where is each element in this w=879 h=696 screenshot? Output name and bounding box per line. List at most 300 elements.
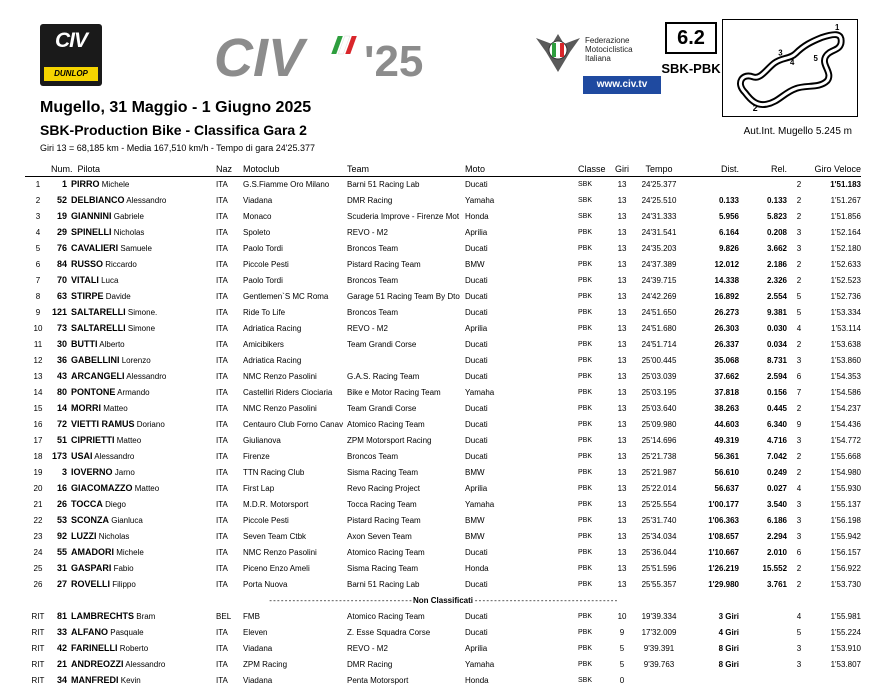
time-cell: 24'51.680 <box>641 323 677 333</box>
rider-firstname: Riccardo <box>105 260 137 269</box>
gap-prev-cell: 2.010 <box>766 547 788 557</box>
best-lap-time-cell: 1'52.633 <box>830 259 862 269</box>
rider-firstname: Simone <box>127 324 156 333</box>
laps-cell: 13 <box>617 467 627 477</box>
team-cell: Barni 51 Racing Lab <box>347 179 420 189</box>
nationality-cell: ITA <box>216 451 228 461</box>
best-lap-time-cell: 1'53.730 <box>830 579 862 589</box>
nationality-cell: ITA <box>216 323 228 333</box>
team-cell: Broncos Team <box>347 275 399 285</box>
gap-first-cell: 1'06.363 <box>708 515 740 525</box>
number-cell: 16 <box>56 483 67 493</box>
class-cell: PBK <box>578 468 593 476</box>
class-cell: PBK <box>578 276 593 284</box>
class-cell: PBK <box>578 244 593 252</box>
best-lap-time-cell: 1'54.237 <box>830 403 862 413</box>
number-cell: 29 <box>56 227 67 237</box>
gap-prev-cell: 3.662 <box>766 243 788 253</box>
table-row <box>25 352 861 368</box>
laps-cell: 5 <box>619 643 625 653</box>
best-lap-time-cell: 1'55.137 <box>830 499 862 509</box>
nationality-cell: ITA <box>216 419 228 429</box>
laps-cell: 13 <box>617 227 627 237</box>
rider-name-cell <box>71 544 216 560</box>
moto-cell: Ducati <box>465 339 488 349</box>
best-lap-time-cell: 1'55.224 <box>830 627 862 637</box>
table-row <box>25 288 861 304</box>
moto-cell: Ducati <box>465 307 488 317</box>
website-link[interactable]: www.civ.tv <box>583 76 661 94</box>
motoclub-cell: Ride To Life <box>243 307 286 317</box>
number-cell: 80 <box>56 387 67 397</box>
time-cell: 24'35.203 <box>641 243 677 253</box>
motoclub-cell: FMB <box>243 611 260 621</box>
team-cell: Bike e Motor Racing Team <box>347 387 441 397</box>
title-year-text: '25 <box>364 37 424 82</box>
motoclub-cell: TTN Racing Club <box>243 467 305 477</box>
gap-first-cell <box>685 672 739 688</box>
rider-lastname: ROVELLI <box>71 579 111 589</box>
rider-firstname: Michele <box>116 548 144 557</box>
best-lap-number-cell: 3 <box>796 435 802 445</box>
track-label-2: 2 <box>752 103 758 114</box>
table-row <box>25 448 861 464</box>
motoclub-cell: First Lap <box>243 483 275 493</box>
motoclub-cell: Piccole Pesti <box>243 259 289 269</box>
rider-name-cell <box>71 384 216 400</box>
class-cell: SBK <box>578 180 593 188</box>
table-row <box>25 640 861 656</box>
gap-prev-cell: 8.731 <box>766 355 788 365</box>
class-cell: PBK <box>578 308 593 316</box>
rider-name-cell <box>71 640 216 656</box>
col-team: Team <box>347 163 370 174</box>
motoclub-cell: ZPM Racing <box>243 659 288 669</box>
best-lap-time-cell: 1'51.856 <box>830 211 862 221</box>
class-cell: PBK <box>578 612 593 620</box>
table-row <box>25 480 861 496</box>
class-cell: PBK <box>578 404 593 412</box>
number-cell: 27 <box>56 579 67 589</box>
rider-name-cell <box>71 656 216 672</box>
race-info: Giri 13 = 68,185 km - Media 167,510 km/h - Tempo di gara 24'25.377 <box>40 143 315 153</box>
circuit-label: Aut.Int. Mugello 5.245 m <box>743 126 852 137</box>
table-row <box>25 176 861 192</box>
gap-prev-cell <box>739 672 787 688</box>
best-lap-number-cell: 3 <box>796 515 802 525</box>
time-cell: 9'39.763 <box>643 659 675 669</box>
gap-first-cell: 16.892 <box>714 291 740 301</box>
position-cell: 21 <box>33 499 43 509</box>
best-lap-time-cell: 1'56.198 <box>830 515 862 525</box>
laps-cell: 0 <box>619 675 625 685</box>
motoclub-cell: Centauro Club Forno Canav <box>243 419 344 429</box>
best-lap-time-cell: 1'51.183 <box>830 179 862 189</box>
best-lap-time-cell: 1'53.638 <box>830 339 862 349</box>
best-lap-number-cell: 2 <box>796 579 802 589</box>
motoclub-cell: Viadana <box>243 643 273 653</box>
laps-cell: 13 <box>617 291 627 301</box>
rider-lastname: SALTARELLI <box>71 307 126 317</box>
position-cell: 4 <box>35 227 41 237</box>
moto-cell: Honda <box>465 563 489 573</box>
gap-first-cell: 1'00.177 <box>708 499 740 509</box>
position-cell: 22 <box>33 515 43 525</box>
team-cell: Pistard Racing Team <box>347 259 421 269</box>
motoclub-cell: Gentlemen`S MC Roma <box>243 291 329 301</box>
gap-first-cell: 3 Giri <box>718 611 740 621</box>
position-cell: 7 <box>35 275 41 285</box>
team-cell: DMR Racing <box>347 195 393 205</box>
rider-name-cell <box>71 512 216 528</box>
team-cell: REVO - M2 <box>347 643 388 653</box>
gap-prev-cell: 15.552 <box>762 563 788 573</box>
rider-lastname: GIACOMAZZO <box>71 483 133 493</box>
time-cell: 24'42.269 <box>641 291 677 301</box>
col-naz: Naz <box>216 163 233 174</box>
moto-cell: Honda <box>465 211 489 221</box>
team-cell: DMR Racing <box>347 659 393 669</box>
number-cell: 73 <box>56 323 67 333</box>
time-cell: 25'03.039 <box>641 371 677 381</box>
rider-name-cell <box>71 272 216 288</box>
rider-lastname: PIRRO <box>71 179 100 190</box>
best-lap-time-cell: 1'56.922 <box>830 563 862 573</box>
rider-lastname: GASPARI <box>71 563 112 573</box>
team-cell: G.A.S. Racing Team <box>347 371 420 381</box>
nationality-cell: ITA <box>216 243 228 253</box>
number-cell: 173 <box>51 451 67 461</box>
motoclub-cell: Viadana <box>243 675 273 685</box>
moto-cell: Aprilia <box>465 643 488 653</box>
position-cell: 1 <box>35 179 41 189</box>
laps-cell: 13 <box>617 195 627 205</box>
best-lap-time-cell: 1'52.164 <box>830 227 862 237</box>
rider-name-cell <box>71 624 216 640</box>
gap-first-cell: 56.637 <box>714 483 740 493</box>
rider-lastname: RUSSO <box>71 259 104 269</box>
rider-name-cell <box>71 176 216 192</box>
gap-first-cell: 49.319 <box>714 435 740 445</box>
moto-cell: Ducati <box>465 275 488 285</box>
laps-cell: 13 <box>617 451 627 461</box>
moto-cell: BMW <box>465 467 485 477</box>
laps-cell: 10 <box>617 611 627 621</box>
rider-name-cell <box>71 576 216 592</box>
results-table <box>25 162 861 688</box>
team-cell: Scuderia Improve - Firenze Mot <box>347 211 460 221</box>
best-lap-time-cell: 1'55.942 <box>830 531 862 541</box>
laps-cell: 13 <box>617 275 627 285</box>
rider-lastname: VITALI <box>71 275 99 285</box>
gap-prev-cell: 0.030 <box>766 323 788 333</box>
best-lap-number-cell <box>787 672 811 688</box>
track-label-4: 4 <box>790 58 795 68</box>
best-lap-number-cell: 2 <box>796 451 802 461</box>
position-cell: 14 <box>33 387 43 397</box>
position-cell: 26 <box>33 579 43 589</box>
gap-first-cell: 5.956 <box>718 211 740 221</box>
best-lap-number-cell: 2 <box>796 467 802 477</box>
gap-prev-cell <box>739 608 787 624</box>
best-lap-number-cell: 3 <box>796 355 802 365</box>
federation-line: Italiana <box>585 54 611 63</box>
rider-lastname: CIPRIETTI <box>71 435 115 445</box>
col-moto: Moto <box>465 163 486 174</box>
laps-cell: 13 <box>617 307 627 317</box>
team-cell: Atomico Racing Team <box>347 419 425 429</box>
number-cell: 51 <box>56 435 67 445</box>
rider-firstname: Samuele <box>120 244 152 253</box>
rider-name-cell <box>71 496 216 512</box>
document-code: 6.2 <box>665 22 717 54</box>
class-cell: PBK <box>578 388 593 396</box>
number-cell: 72 <box>56 419 67 429</box>
gap-first-cell: 38.263 <box>714 403 740 413</box>
gap-prev-cell: 2.294 <box>766 531 788 541</box>
nationality-cell: BEL <box>216 611 232 621</box>
rider-lastname: IOVERNO <box>71 467 113 477</box>
position-cell: 20 <box>33 483 43 493</box>
position-cell: RIT <box>31 659 45 669</box>
class-cell: PBK <box>578 580 593 588</box>
rider-lastname: MANFREDI <box>71 675 119 685</box>
time-cell: 25'25.554 <box>641 499 677 509</box>
table-row <box>25 512 861 528</box>
rider-lastname: ALFANO <box>71 627 108 637</box>
number-cell: 33 <box>56 627 67 637</box>
gap-prev-cell: 0.034 <box>766 339 788 349</box>
position-cell: RIT <box>31 675 45 685</box>
time-cell: 17'32.009 <box>641 627 677 637</box>
best-lap-number-cell: 6 <box>796 547 802 557</box>
team-cell: Revo Racing Project <box>347 483 420 493</box>
rider-firstname: Matteo <box>116 436 142 445</box>
nationality-cell: ITA <box>216 643 228 653</box>
col-classe: Classe <box>578 163 606 174</box>
moto-cell: Ducati <box>465 547 488 557</box>
rider-name-cell <box>71 368 216 384</box>
rider-lastname: BUTTI <box>71 339 98 349</box>
rider-firstname: Fabio <box>113 564 134 573</box>
position-cell: 2 <box>35 195 41 205</box>
gap-first-cell: 56.610 <box>714 467 740 477</box>
number-cell: 63 <box>56 291 67 301</box>
best-lap-number-cell: 7 <box>796 387 802 397</box>
time-cell: 25'21.987 <box>641 467 677 477</box>
team-cell <box>347 352 465 368</box>
moto-cell: Ducati <box>465 435 488 445</box>
track-label-3: 3 <box>778 48 783 58</box>
gap-first-cell: 1'08.657 <box>708 531 740 541</box>
table-row <box>25 368 861 384</box>
moto-cell: Ducati <box>465 179 488 189</box>
nationality-cell: ITA <box>216 259 228 269</box>
col-giro-veloce: Giro Veloce <box>814 163 862 174</box>
rider-name-cell <box>71 416 216 432</box>
laps-cell: 13 <box>617 435 627 445</box>
col-rel: Rel. <box>771 163 788 174</box>
table-row <box>25 624 861 640</box>
time-cell: 25'36.044 <box>641 547 677 557</box>
table-header-row <box>25 162 861 176</box>
best-lap-number-cell: 2 <box>796 275 802 285</box>
number-cell: 21 <box>56 659 67 669</box>
rider-firstname: Alessandro <box>94 452 135 461</box>
gap-prev-cell: 6.186 <box>766 515 788 525</box>
gap-first-cell <box>685 176 739 192</box>
nationality-cell: ITA <box>216 467 228 477</box>
rider-name-cell <box>71 400 216 416</box>
laps-cell: 13 <box>617 419 627 429</box>
laps-cell: 13 <box>617 563 627 573</box>
gap-prev-cell: 0.027 <box>766 483 788 493</box>
best-lap-time-cell: 1'56.157 <box>830 547 862 557</box>
rider-name-cell <box>71 528 216 544</box>
moto-cell: Yamaha <box>465 387 495 397</box>
time-cell: 24'51.650 <box>641 307 677 317</box>
best-lap-number-cell: 6 <box>796 371 802 381</box>
laps-cell: 13 <box>617 179 627 189</box>
gap-first-cell: 35.068 <box>714 355 740 365</box>
rider-firstname: Alessandro <box>126 372 167 381</box>
best-lap-number-cell: 4 <box>796 611 802 621</box>
position-cell: 18 <box>33 451 43 461</box>
rider-name-cell <box>71 320 216 336</box>
gap-prev-cell: 0.208 <box>766 227 788 237</box>
nationality-cell: ITA <box>216 291 228 301</box>
class-cell: PBK <box>578 356 593 364</box>
motoclub-cell: Seven Team Ctbk <box>243 531 307 541</box>
moto-cell: Ducati <box>465 371 488 381</box>
rider-lastname: VIETTI RAMUS <box>71 419 135 429</box>
rider-firstname: Roberto <box>119 644 149 653</box>
class-cell: PBK <box>578 516 593 524</box>
rider-lastname: SCONZA <box>71 515 109 525</box>
time-cell: 25'03.640 <box>641 403 677 413</box>
rider-name-cell <box>71 304 216 320</box>
moto-cell: Ducati <box>465 579 488 589</box>
track-map <box>722 19 858 117</box>
number-cell: 53 <box>56 515 67 525</box>
class-cell: SBK <box>578 676 593 684</box>
laps-cell: 13 <box>617 515 627 525</box>
nationality-cell: ITA <box>216 531 228 541</box>
rider-name-cell <box>71 560 216 576</box>
nationality-cell: ITA <box>216 387 228 397</box>
time-cell: 24'51.714 <box>641 339 677 349</box>
gap-first-cell: 26.337 <box>714 339 740 349</box>
position-cell: 24 <box>33 547 43 557</box>
gap-first-cell: 4 Giri <box>718 627 740 637</box>
table-row <box>25 608 861 624</box>
civ-25-title-logo <box>214 30 454 82</box>
position-cell: 6 <box>35 259 41 269</box>
rider-lastname: MORRI <box>71 403 101 413</box>
time-cell: 25'21.738 <box>641 451 677 461</box>
position-cell: 19 <box>33 467 43 477</box>
motoclub-cell: Adriatica Racing <box>243 355 302 365</box>
rider-lastname: ANDREOZZI <box>71 659 124 669</box>
team-cell: Sisma Racing Team <box>347 467 419 477</box>
class-cell: PBK <box>578 644 593 652</box>
position-cell: 23 <box>33 531 43 541</box>
col-tempo: Tempo <box>645 163 673 174</box>
class-cell: PBK <box>578 660 593 668</box>
rider-firstname: Matteo <box>103 404 128 413</box>
number-cell: 43 <box>56 371 67 381</box>
moto-cell: Ducati <box>465 419 488 429</box>
gap-prev-cell: 3.540 <box>766 499 788 509</box>
gap-first-cell: 37.818 <box>714 387 740 397</box>
rider-firstname: Luca <box>101 276 119 285</box>
gap-prev-cell: 0.156 <box>766 387 788 397</box>
gap-prev-cell: 4.716 <box>766 435 788 445</box>
rider-firstname: Alessandro <box>125 660 166 669</box>
rider-name-cell <box>71 192 216 208</box>
best-lap-number-cell: 2 <box>796 195 802 205</box>
team-cell: Barni 51 Racing Lab <box>347 579 420 589</box>
best-lap-time-cell: 1'53.807 <box>830 659 862 669</box>
time-cell: 24'37.389 <box>641 259 677 269</box>
gap-prev-cell: 2.594 <box>766 371 788 381</box>
class-cell: PBK <box>578 260 593 268</box>
table-row <box>25 224 861 240</box>
time-cell: 25'00.445 <box>641 355 677 365</box>
rider-lastname: SPINELLI <box>71 227 112 237</box>
best-lap-number-cell: 3 <box>796 243 802 253</box>
gap-first-cell: 0.133 <box>718 195 740 205</box>
rider-name-cell <box>71 464 216 480</box>
table-row <box>25 272 861 288</box>
gap-prev-cell <box>739 624 787 640</box>
gap-first-cell: 44.603 <box>714 419 740 429</box>
nationality-cell: ITA <box>216 211 228 221</box>
table-row <box>25 320 861 336</box>
team-cell: Team Grandi Corse <box>347 403 417 413</box>
class-cell: SBK <box>578 196 593 204</box>
motoclub-cell: Paolo Tordi <box>243 243 283 253</box>
nationality-cell: ITA <box>216 307 228 317</box>
number-cell: 14 <box>56 403 67 413</box>
time-cell: 25'31.740 <box>641 515 677 525</box>
rider-lastname: USAI <box>71 451 93 461</box>
gap-prev-cell: 6.340 <box>766 419 788 429</box>
team-cell: Atomico Racing Team <box>347 547 425 557</box>
rider-firstname: Jarno <box>114 468 135 477</box>
best-lap-number-cell: 5 <box>796 627 802 637</box>
laps-cell: 13 <box>617 355 627 365</box>
gap-prev-cell: 7.042 <box>766 451 788 461</box>
position-cell: 8 <box>35 291 41 301</box>
nationality-cell: ITA <box>216 275 228 285</box>
nationality-cell: ITA <box>216 227 228 237</box>
best-lap-time-cell: 1'55.930 <box>830 483 862 493</box>
best-lap-time-cell: 1'53.114 <box>831 323 862 333</box>
position-cell: 15 <box>33 403 43 413</box>
number-cell: 42 <box>56 643 67 653</box>
table-row <box>25 384 861 400</box>
gap-prev-cell: 0.133 <box>766 195 788 205</box>
rider-name-cell <box>71 448 216 464</box>
laps-cell: 9 <box>619 627 625 637</box>
motoclub-cell: Piceno Enzo Ameli <box>243 563 310 573</box>
rider-name-cell <box>71 240 216 256</box>
rider-lastname: GABELLINI <box>71 355 120 365</box>
best-lap-number-cell: 2 <box>796 339 802 349</box>
gap-first-cell: 1'29.980 <box>708 579 740 589</box>
rider-name-cell <box>71 352 216 368</box>
